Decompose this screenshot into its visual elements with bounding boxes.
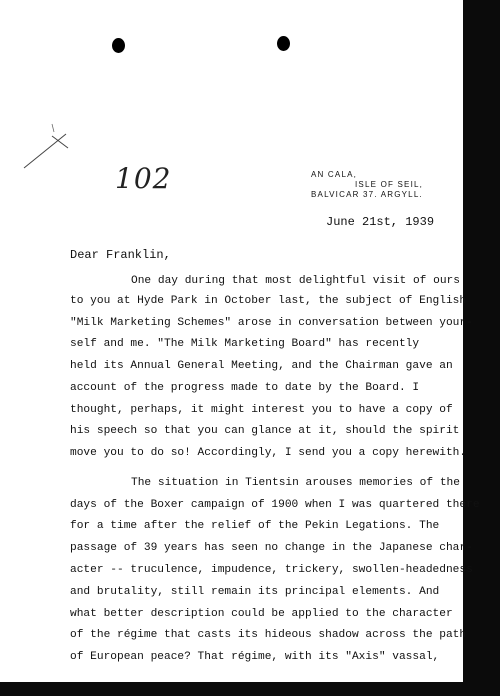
scan-edge-right [463, 0, 500, 696]
paragraph-line: held its Annual General Meeting, and the Chairman gave an [70, 360, 453, 372]
paragraph-line: thought, perhaps, it might interest you to have a copy of [70, 404, 453, 416]
paragraph-line: "Milk Marketing Schemes" arose in conversation between your- [70, 317, 473, 329]
punch-hole-right [277, 36, 290, 51]
paragraph-line: of European peace? That régime, with its "Axis" vassal, [70, 651, 440, 663]
letterhead-line-1: AN CALA, [311, 170, 358, 179]
scan-edge-bottom [0, 682, 500, 696]
paragraph-line: The situation in Tientsin arouses memories of the [131, 477, 460, 489]
paragraph-line: and brutality, still remain its principal elements. And [70, 586, 440, 598]
paragraph-line: days of the Boxer campaign of 1900 when I was quartered there [70, 499, 480, 511]
paragraph-line: passage of 39 years has seen no change in the Japanese char- [70, 542, 473, 554]
paragraph-line: his speech so that you can glance at it, should the spirit [70, 425, 460, 437]
paragraph-line: acter -- truculence, impudence, trickery, swollen-headedness [70, 564, 473, 576]
letter-date: June 21st, 1939 [326, 215, 435, 229]
pencil-mark [22, 122, 72, 172]
salutation: Dear Franklin, [70, 248, 171, 262]
punch-hole-left [112, 38, 125, 53]
paragraph-line: of the régime that casts its hideous shadow across the path [70, 629, 467, 641]
handwritten-page-number: 102 [115, 162, 172, 195]
letterhead-line-2: ISLE OF SEIL, [355, 180, 424, 189]
paragraph-line: to you at Hyde Park in October last, the subject of English [70, 295, 467, 307]
paragraph-line: account of the progress made to date by the Board. I [70, 382, 420, 394]
paragraph-line: self and me. "The Milk Marketing Board" has recently [70, 338, 420, 350]
letterhead-line-3: BALVICAR 37. ARGYLL. [311, 190, 423, 199]
paragraph-line: for a time after the relief of the Pekin Legations. The [70, 520, 440, 532]
paragraph-line: One day during that most delightful visit of ours [131, 275, 460, 287]
paragraph-line: move you to do so! Accordingly, I send you a copy herewith. [70, 447, 467, 459]
paragraph-line: what better description could be applied to the character [70, 608, 453, 620]
